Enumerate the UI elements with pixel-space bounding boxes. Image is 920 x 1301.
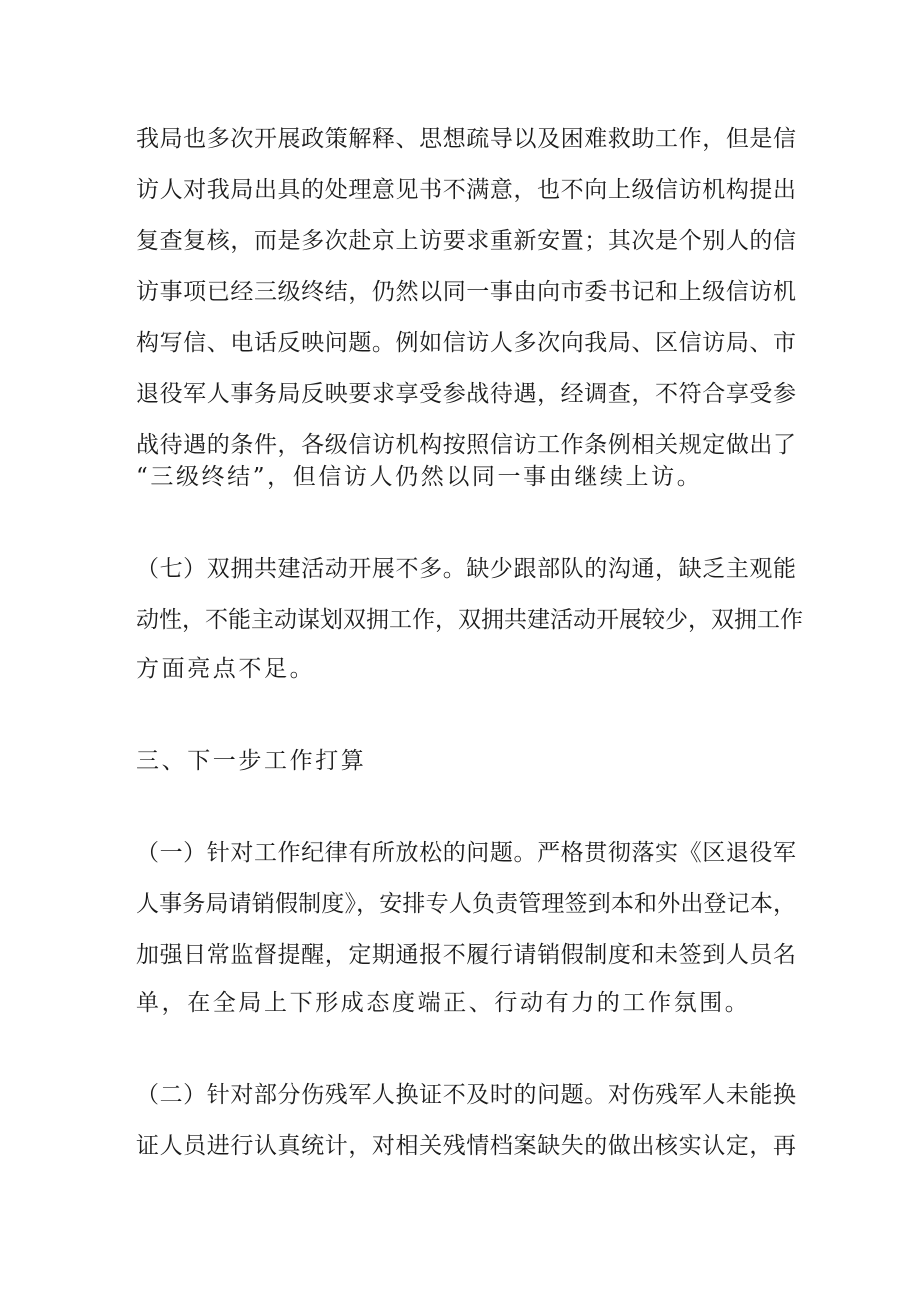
body-text-line: 加强日常监督提醒，定期通报不履行请销假制度和未签到人员名: [136, 942, 796, 968]
body-text-line: 单，在全局上下形成态度端正、行动有力的工作氛围。: [136, 990, 751, 1016]
body-text-line: 方面亮点不足。: [136, 656, 316, 682]
body-text-line: 证人员进行认真统计，对相关残情档案缺失的做出核实认定，再: [136, 1133, 796, 1159]
body-text-line: 战待遇的条件，各级信访机构按照信访工作条例相关规定做出了: [136, 432, 796, 458]
body-text-line: 访事项已经三级终结，仍然以同一事由向市委书记和上级信访机: [136, 279, 796, 305]
body-text-line: 我局也多次开展政策解释、思想疏导以及困难救助工作，但是信: [136, 126, 796, 152]
body-text-line: 人事务局请销假制度》，安排专人负责管理签到本和外出登记本，: [136, 891, 796, 917]
body-text-line: （一）针对工作纪律有所放松的问题。严格贯彻落实《区退役军: [136, 840, 796, 866]
body-text-line: 构写信、电话反映问题。例如信访人多次向我局、区信访局、市: [136, 330, 796, 356]
section-heading: 三、下一步工作打算: [136, 748, 367, 774]
body-text-line: 动性，不能主动谋划双拥工作，双拥共建活动开展较少，双拥工作: [136, 607, 803, 633]
body-text-line: 复查复核，而是多次赴京上访要求重新安置；其次是个别人的信: [136, 228, 796, 254]
body-text-line: 访人对我局出具的处理意见书不满意，也不向上级信访机构提出: [136, 177, 796, 203]
body-text-line: 退役军人事务局反映要求享受参战待遇，经调查，不符合享受参: [136, 381, 796, 407]
body-text-line: “三级终结”，但信访人仍然以同一事由继续上访。: [136, 464, 703, 490]
body-text-line: （二）针对部分伤残军人换证不及时的问题。对伤残军人未能换: [136, 1082, 796, 1108]
body-text-line: （七）双拥共建活动开展不多。缺少跟部队的沟通，缺乏主观能: [136, 556, 796, 582]
